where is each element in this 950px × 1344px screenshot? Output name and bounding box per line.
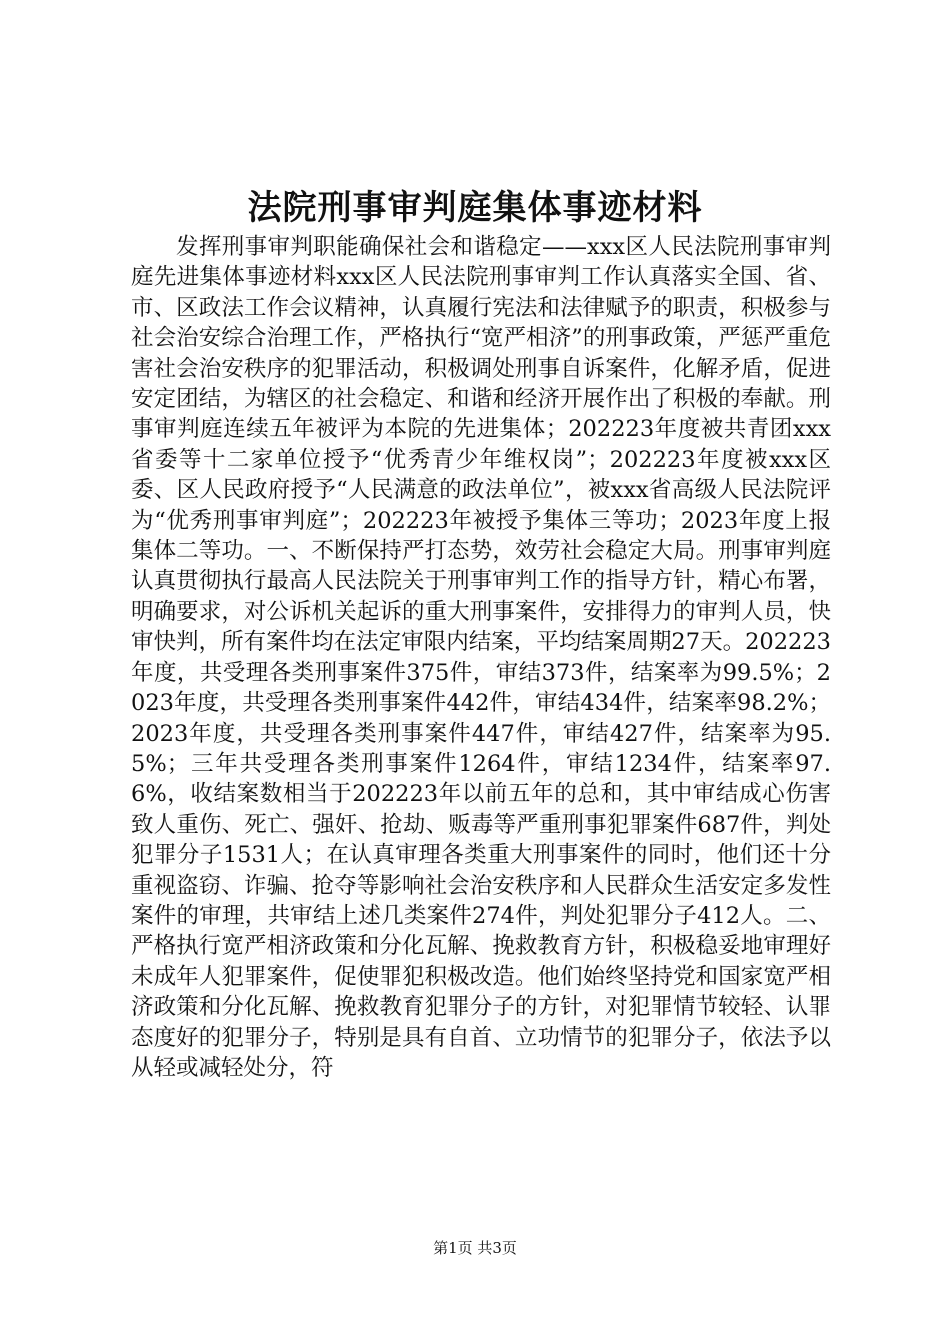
page-footer: 第1页 共3页	[433, 1239, 517, 1257]
document-title: 法院刑事审判庭集体事迹材料	[247, 188, 703, 228]
document-body: 发挥刑事审判职能确保社会和谐稳定——xxx区人民法院刑事审判庭先进集体事迹材料xxx区人民法院刑事审判工作认真落实全国、省、市、区政法工作会议精神，认真履行宪法和法律赋予的职责，积极参与社会治安综合治理工作，严格执行“宽严相济”的刑事政策，严惩严重危害社会治安秩序的犯罪活动，积极调处刑事自诉案件，化解矛盾，促进安定团结，为辖区的社会稳定、和谐和经济开展作出了积极的奉献。刑事审判庭连续五年被评为本院的先进集体；202223年度被共青团xxx省委等十二家单位授予“优秀青少年维权岗”；202223年度被xxx区委、区人民政府授予“人民满意的政法单位”，被xxx省高级人民法院评为“优秀刑事审判庭”；202223年被授予集体三等功；2023年度上报集体二等功。一、不断保持严打态势，效劳社会稳定大局。刑事审判庭认真贯彻执行最高人民法院关于刑事审判工作的指导方针，精心布署，明确要求，对公诉机关起诉的重大刑事案件，安排得力的审判人员，快审快判，所有案件均在法定审限内结案，平均结案周期27天。202223年度，共受理各类刑事案件375件，审结373件，结案率为99.5%；2023年度，共受理各类刑事案件442件，审结434件，结案率98.2%；2023年度，共受理各类刑事案件447件，审结427件，结案率为95.5%；三年共受理各类刑事案件1264件，审结1234件，结案率97.6%，收结案数相当于202223年以前五年的总和，其中审结成心伤害致人重伤、死亡、强奸、抢劫、贩毒等严重刑事犯罪案件687件，判处犯罪分子1531人；在认真审理各类重大刑事案件的同时，他们还十分重视盗窃、诈骗、抢夺等影响社会治安秩序和人民群众生活安定多发性案件的审理，共审结上述几类案件274件，判处犯罪分子412人。二、严格执行宽严相济政策和分化瓦解、挽救教育方针，积极稳妥地审理好未成年人犯罪案件，促使罪犯积极改造。他们始终坚持党和国家宽严相济政策和分化瓦解、挽救教育犯罪分子的方针，对犯罪情节较轻、认罪态度好的犯罪分子，特别是具有自首、立功情节的犯罪分子，依法予以从轻或减轻处分，符	[131, 234, 831, 1081]
